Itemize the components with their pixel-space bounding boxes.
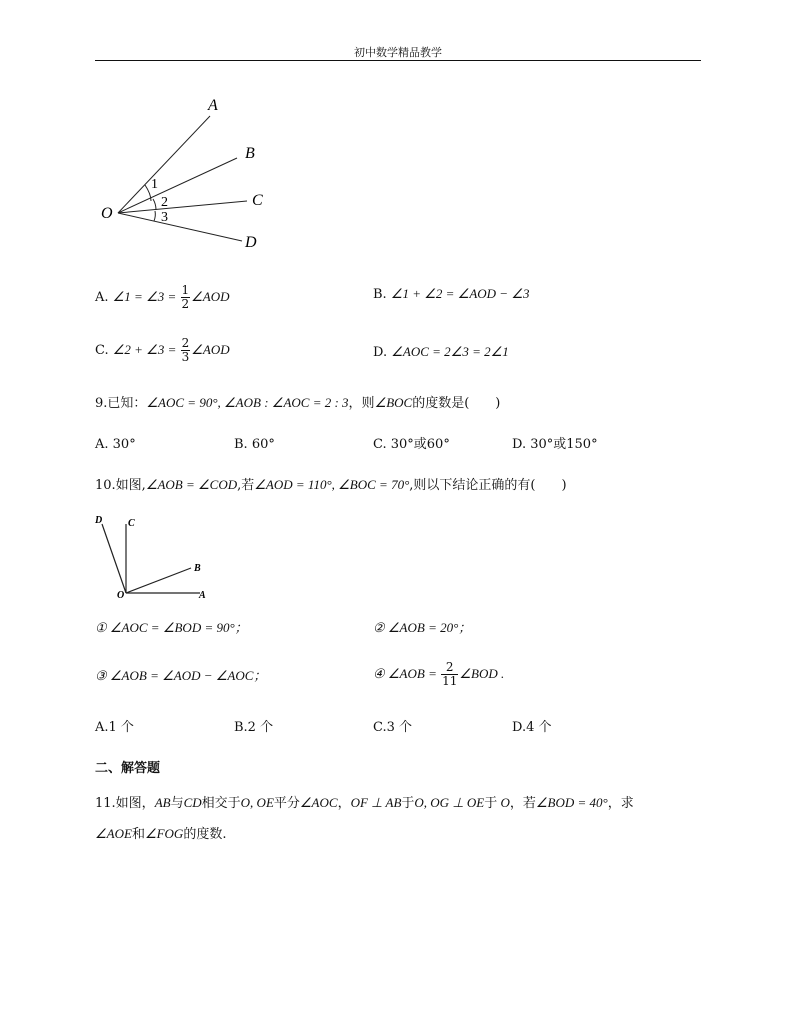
q8-option-b: B. ∠1 + ∠2 = ∠AOD − ∠3 — [373, 286, 530, 302]
q8-angle-figure — [95, 90, 275, 255]
label-A: A — [208, 97, 218, 114]
q11-line-2: ∠AOE和∠FOG的度数. — [95, 826, 227, 842]
q10-statement-2: ② ∠AOB = 20°； — [373, 620, 472, 635]
q10-option-b: B.2 个 — [234, 720, 274, 735]
q8-option-d: D. ∠AOC = 2∠3 = 2∠1 — [373, 344, 509, 360]
q10-stem: 10.如图,∠AOB = ∠COD,若∠AOD = 110°, ∠BOC = 70°,则以下结论正确的有( ) — [95, 477, 567, 493]
header-divider — [95, 60, 701, 61]
q9-option-b: B. 60° — [234, 437, 275, 452]
label-B: B — [245, 145, 255, 162]
label-C: C — [128, 518, 135, 529]
q8-option-c: C. ∠2 + ∠3 = $\frac{2}{3}$ ∠AOD — [95, 336, 230, 364]
label-D: D — [95, 515, 103, 526]
ray-OD — [102, 524, 126, 593]
label-angle-1: 1 — [151, 177, 158, 192]
q10-option-c: C.3 个 — [373, 720, 413, 735]
q8-option-a: A. ∠1 = ∠3 = $\frac{1}{2}$ ∠AOD — [95, 283, 230, 311]
label-C: C — [252, 192, 263, 209]
fraction: $\frac{2}{3}$ — [181, 336, 190, 364]
q9-option-d: D. 30°或150° — [512, 437, 598, 452]
label-D: D — [245, 234, 257, 251]
q10-option-a: A.1 个 — [95, 720, 134, 735]
ray-OB — [126, 568, 191, 593]
label-angle-3: 3 — [161, 210, 168, 225]
fraction: $\frac{1}{2}$ — [181, 283, 190, 311]
q10-statement-1: ① ∠AOC = ∠BOD = 90°； — [95, 620, 248, 635]
ray-OC — [118, 201, 247, 213]
q9-option-c: C. 30°或60° — [373, 437, 450, 452]
arc-3 — [154, 211, 155, 221]
q10-option-d: D.4 个 — [512, 720, 552, 735]
q10-statement-4: ④ ∠AOB = $\frac{2}{11}$ ∠BOD . — [373, 660, 505, 688]
q10-statement-3: ③ ∠AOB = ∠AOD − ∠AOC； — [95, 668, 267, 683]
ray-OB — [118, 158, 237, 213]
section-title: 二、解答题 — [95, 761, 161, 776]
page-header: 初中数学精品教学 — [354, 46, 442, 59]
fraction: $\frac{2}{11}$ — [442, 660, 458, 688]
label-O: O — [117, 590, 125, 601]
label-B: B — [194, 563, 201, 574]
q9-option-a: A. 30° — [95, 437, 136, 452]
ray-OD — [118, 213, 242, 241]
arc-2 — [153, 199, 156, 210]
label-O: O — [101, 205, 113, 222]
label-angle-2: 2 — [161, 195, 168, 210]
q10-angle-figure — [92, 512, 217, 604]
label-A: A — [199, 590, 206, 601]
q11-line-1: 11.如图，AB与CD相交于O, OE平分∠AOC，OF ⊥ AB于O, OG ⊥ OE于 O，若∠BOD = 40°，求 — [95, 795, 634, 811]
q9-stem: 9.已知：∠AOC = 90°, ∠AOB : ∠AOC = 2 : 3，则∠BOC的度数是( ) — [95, 395, 501, 411]
